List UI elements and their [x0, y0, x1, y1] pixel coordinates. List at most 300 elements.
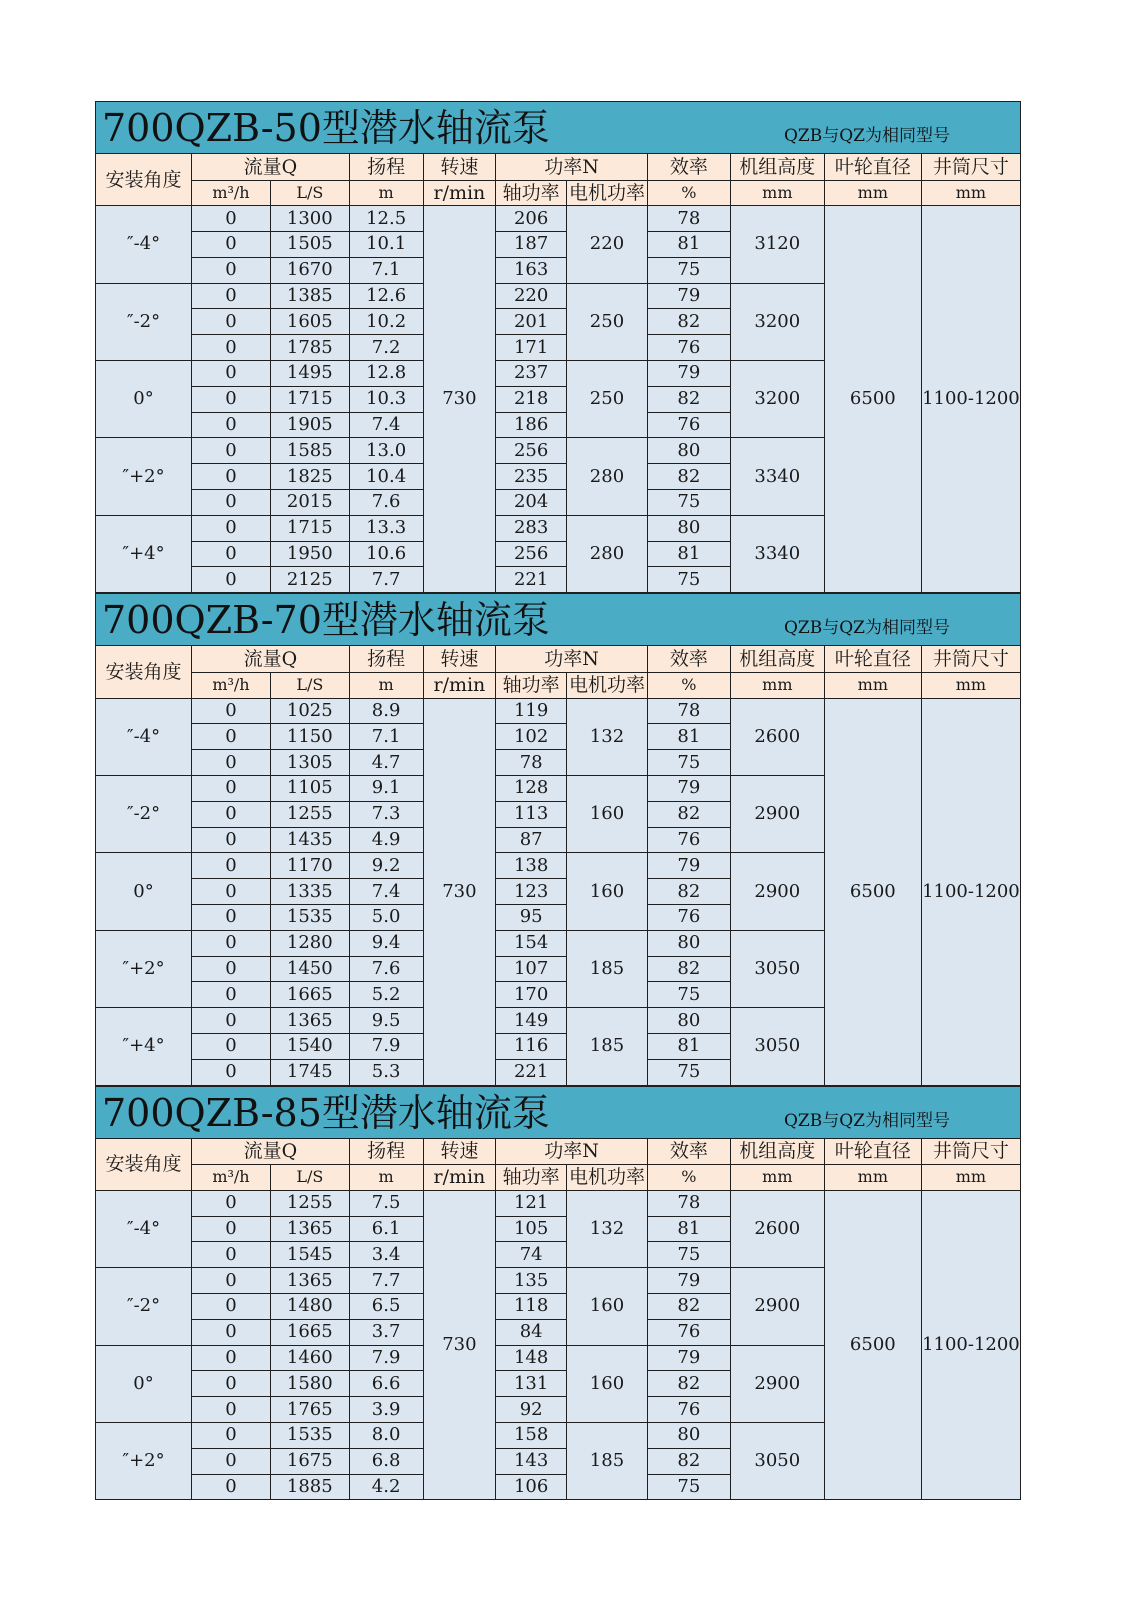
- cell-flow-m3h: 0: [192, 1268, 271, 1294]
- unit-height: 2600: [730, 1190, 824, 1267]
- cell-efficiency: 81: [647, 1216, 730, 1242]
- cell-head: 6.5: [349, 1293, 423, 1319]
- unit-height: 2600: [730, 698, 824, 775]
- cell-efficiency: 82: [647, 1293, 730, 1319]
- motor-power: 132: [567, 698, 648, 775]
- install-angle: ″+4°: [96, 515, 192, 592]
- cell-flow-ls: 1585: [270, 438, 349, 464]
- model-note: QZB与QZ为相同型号: [784, 126, 950, 146]
- cell-shaft-power: 187: [496, 232, 567, 258]
- impeller-diameter: 6500: [824, 1190, 921, 1500]
- cell-shaft-power: 143: [496, 1448, 567, 1474]
- header-power: 功率N: [496, 1138, 648, 1165]
- cell-flow-ls: 1305: [270, 750, 349, 776]
- cell-head: 5.0: [349, 904, 423, 930]
- cell-flow-m3h: 0: [192, 982, 271, 1008]
- cell-head: 3.7: [349, 1319, 423, 1345]
- unit-speed: r/min: [423, 672, 496, 698]
- cell-head: 7.2: [349, 335, 423, 361]
- cell-flow-m3h: 0: [192, 257, 271, 283]
- unit-flow-m3h: m³/h: [192, 1165, 271, 1191]
- header-head: 扬程: [349, 154, 423, 181]
- cell-flow-ls: 2015: [270, 490, 349, 516]
- motor-power: 250: [567, 283, 648, 360]
- unit-height-mm: mm: [730, 672, 824, 698]
- cell-head: 6.6: [349, 1371, 423, 1397]
- header-angle: 安装角度: [96, 646, 192, 698]
- cell-flow-ls: 1365: [270, 1216, 349, 1242]
- cell-flow-ls: 1255: [270, 801, 349, 827]
- cell-shaft-power: 118: [496, 1293, 567, 1319]
- cell-flow-m3h: 0: [192, 750, 271, 776]
- unit-height-mm: mm: [730, 1165, 824, 1191]
- install-angle: ″+2°: [96, 1422, 192, 1499]
- cell-head: 7.6: [349, 956, 423, 982]
- cell-efficiency: 80: [647, 930, 730, 956]
- install-angle: 0°: [96, 361, 192, 438]
- cell-flow-ls: 1950: [270, 541, 349, 567]
- unit-height: 2900: [730, 775, 824, 852]
- cell-efficiency: 75: [647, 1242, 730, 1268]
- cell-shaft-power: 135: [496, 1268, 567, 1294]
- model-title-bar: [95, 101, 1021, 153]
- install-angle: ″-4°: [96, 1190, 192, 1267]
- unit-well-mm: mm: [921, 180, 1020, 206]
- unit-efficiency: %: [647, 180, 730, 206]
- install-angle: ″-2°: [96, 775, 192, 852]
- motor-power: 280: [567, 515, 648, 592]
- unit-height: 2900: [730, 1268, 824, 1345]
- header-speed: 转速: [423, 646, 496, 673]
- table-row: [96, 698, 1021, 724]
- cell-head: 7.5: [349, 1190, 423, 1216]
- cell-shaft-power: 154: [496, 930, 567, 956]
- install-angle: ″-4°: [96, 698, 192, 775]
- install-angle: 0°: [96, 1345, 192, 1422]
- unit-efficiency: %: [647, 1165, 730, 1191]
- cell-efficiency: 80: [647, 438, 730, 464]
- cell-shaft-power: 171: [496, 335, 567, 361]
- header-flow: 流量Q: [192, 646, 350, 673]
- pump-model-block: [95, 101, 1021, 593]
- cell-head: 7.4: [349, 412, 423, 438]
- cell-efficiency: 79: [647, 1268, 730, 1294]
- performance-table: [95, 153, 1021, 593]
- cell-flow-ls: 1460: [270, 1345, 349, 1371]
- header-unit-height: 机组高度: [730, 154, 824, 181]
- cell-efficiency: 80: [647, 515, 730, 541]
- speed-value: [423, 698, 496, 1085]
- speed-value: [423, 206, 496, 593]
- cell-shaft-power: 107: [496, 956, 567, 982]
- cell-flow-m3h: 0: [192, 1474, 271, 1500]
- cell-head: 3.9: [349, 1397, 423, 1423]
- speed-value: [423, 1190, 496, 1500]
- header-impeller-dia: 叶轮直径: [824, 1138, 921, 1165]
- cell-head: 4.9: [349, 827, 423, 853]
- pump-model-block: [95, 1086, 1021, 1501]
- cell-head: 10.4: [349, 464, 423, 490]
- header-head: 扬程: [349, 646, 423, 673]
- unit-speed: r/min: [423, 180, 496, 206]
- cell-shaft-power: 119: [496, 698, 567, 724]
- header-angle: 安装角度: [96, 1138, 192, 1190]
- cell-flow-ls: 1545: [270, 1242, 349, 1268]
- unit-flow-ls: L/S: [270, 672, 349, 698]
- cell-efficiency: 79: [647, 283, 730, 309]
- unit-speed: r/min: [423, 1165, 496, 1191]
- cell-flow-ls: 1785: [270, 335, 349, 361]
- cell-flow-m3h: 0: [192, 232, 271, 258]
- cell-head: 12.5: [349, 206, 423, 232]
- cell-shaft-power: 283: [496, 515, 567, 541]
- cell-flow-ls: 1665: [270, 1319, 349, 1345]
- header-speed: 转速: [423, 154, 496, 181]
- cell-flow-m3h: 0: [192, 827, 271, 853]
- header-row-main: [96, 1138, 1021, 1165]
- cell-flow-ls: 1675: [270, 1448, 349, 1474]
- cell-flow-m3h: 0: [192, 698, 271, 724]
- cell-head: 9.5: [349, 1008, 423, 1034]
- cell-head: 9.4: [349, 930, 423, 956]
- cell-shaft-power: 204: [496, 490, 567, 516]
- header-row-main: [96, 154, 1021, 181]
- header-power: 功率N: [496, 154, 648, 181]
- header-row-main: [96, 646, 1021, 673]
- cell-flow-ls: 1665: [270, 982, 349, 1008]
- impeller-diameter: 6500: [824, 206, 921, 593]
- cell-shaft-power: 78: [496, 750, 567, 776]
- cell-efficiency: 80: [647, 1008, 730, 1034]
- cell-head: 4.2: [349, 1474, 423, 1500]
- cell-flow-ls: 1535: [270, 904, 349, 930]
- cell-shaft-power: 123: [496, 879, 567, 905]
- motor-power: 220: [567, 206, 648, 283]
- cell-flow-m3h: 0: [192, 541, 271, 567]
- cell-head: 7.9: [349, 1345, 423, 1371]
- cell-efficiency: 81: [647, 1033, 730, 1059]
- unit-height: 3340: [730, 515, 824, 592]
- cell-flow-ls: 1670: [270, 257, 349, 283]
- header-shaft-power: 轴功率: [496, 1165, 567, 1191]
- cell-shaft-power: 128: [496, 775, 567, 801]
- cell-flow-m3h: 0: [192, 206, 271, 232]
- cell-flow-m3h: 0: [192, 904, 271, 930]
- cell-efficiency: 81: [647, 724, 730, 750]
- speed-value-text: 730: [442, 1334, 477, 1356]
- cell-shaft-power: 256: [496, 438, 567, 464]
- cell-flow-m3h: 0: [192, 879, 271, 905]
- cell-flow-m3h: 0: [192, 1216, 271, 1242]
- cell-efficiency: 76: [647, 1319, 730, 1345]
- cell-efficiency: 82: [647, 464, 730, 490]
- cell-efficiency: 75: [647, 982, 730, 1008]
- header-flow: 流量Q: [192, 154, 350, 181]
- cell-efficiency: 81: [647, 541, 730, 567]
- cell-efficiency: 75: [647, 257, 730, 283]
- install-angle: ″-2°: [96, 283, 192, 360]
- cell-head: 10.6: [349, 541, 423, 567]
- cell-efficiency: 76: [647, 412, 730, 438]
- cell-flow-m3h: 0: [192, 1242, 271, 1268]
- unit-height: 3120: [730, 206, 824, 283]
- cell-efficiency: 76: [647, 904, 730, 930]
- cell-efficiency: 75: [647, 1059, 730, 1085]
- cell-head: 7.9: [349, 1033, 423, 1059]
- cell-shaft-power: 149: [496, 1008, 567, 1034]
- cell-flow-ls: 1365: [270, 1268, 349, 1294]
- cell-flow-ls: 1765: [270, 1397, 349, 1423]
- cell-efficiency: 82: [647, 1371, 730, 1397]
- cell-flow-m3h: 0: [192, 853, 271, 879]
- performance-table: [95, 645, 1021, 1085]
- model-note: QZB与QZ为相同型号: [784, 618, 950, 639]
- cell-flow-m3h: 0: [192, 361, 271, 387]
- header-impeller-dia: 叶轮直径: [824, 154, 921, 181]
- cell-flow-ls: 1255: [270, 1190, 349, 1216]
- cell-head: 12.6: [349, 283, 423, 309]
- cell-flow-m3h: 0: [192, 567, 271, 593]
- cell-efficiency: 75: [647, 567, 730, 593]
- cell-efficiency: 79: [647, 853, 730, 879]
- cell-efficiency: 82: [647, 309, 730, 335]
- pump-model-block: [95, 593, 1021, 1085]
- motor-power: 132: [567, 1190, 648, 1267]
- cell-shaft-power: 221: [496, 1059, 567, 1085]
- cell-head: 7.7: [349, 1268, 423, 1294]
- cell-head: 10.3: [349, 386, 423, 412]
- cell-shaft-power: 74: [496, 1242, 567, 1268]
- cell-shaft-power: 131: [496, 1371, 567, 1397]
- cell-shaft-power: 221: [496, 567, 567, 593]
- speed-value-text: 730: [442, 388, 477, 410]
- cell-flow-ls: 1580: [270, 1371, 349, 1397]
- motor-power: 160: [567, 775, 648, 852]
- model-note: QZB与QZ为相同型号: [784, 1110, 950, 1131]
- unit-efficiency: %: [647, 672, 730, 698]
- cell-shaft-power: 95: [496, 904, 567, 930]
- cell-flow-m3h: 0: [192, 1190, 271, 1216]
- header-speed: 转速: [423, 1138, 496, 1165]
- cell-flow-m3h: 0: [192, 1422, 271, 1448]
- unit-impeller-mm: mm: [824, 672, 921, 698]
- performance-table: [95, 1138, 1021, 1501]
- header-well-size: 井筒尺寸: [921, 154, 1020, 181]
- unit-height: 3340: [730, 438, 824, 515]
- model-title: 700QZB-50型潜水轴流泵: [102, 106, 550, 150]
- install-angle: ″+4°: [96, 1008, 192, 1085]
- cell-flow-ls: 1450: [270, 956, 349, 982]
- cell-shaft-power: 256: [496, 541, 567, 567]
- unit-height: 2900: [730, 1345, 824, 1422]
- header-row-units: [96, 672, 1021, 698]
- cell-head: 7.1: [349, 257, 423, 283]
- cell-shaft-power: 235: [496, 464, 567, 490]
- unit-well-mm: mm: [921, 672, 1020, 698]
- cell-flow-ls: 2125: [270, 567, 349, 593]
- cell-flow-m3h: 0: [192, 1059, 271, 1085]
- unit-height: 3050: [730, 1422, 824, 1499]
- cell-head: 12.8: [349, 361, 423, 387]
- cell-flow-m3h: 0: [192, 309, 271, 335]
- cell-flow-m3h: 0: [192, 490, 271, 516]
- header-unit-height: 机组高度: [730, 646, 824, 673]
- cell-efficiency: 78: [647, 206, 730, 232]
- cell-efficiency: 75: [647, 490, 730, 516]
- cell-head: 10.2: [349, 309, 423, 335]
- unit-head: m: [349, 180, 423, 206]
- install-angle: ″+2°: [96, 930, 192, 1007]
- cell-head: 7.6: [349, 490, 423, 516]
- motor-power: 250: [567, 361, 648, 438]
- motor-power: 280: [567, 438, 648, 515]
- motor-power: 185: [567, 930, 648, 1007]
- cell-flow-m3h: 0: [192, 801, 271, 827]
- cell-efficiency: 79: [647, 775, 730, 801]
- cell-flow-m3h: 0: [192, 438, 271, 464]
- header-shaft-power: 轴功率: [496, 180, 567, 206]
- header-efficiency: 效率: [647, 646, 730, 673]
- cell-flow-m3h: 0: [192, 1371, 271, 1397]
- motor-power: 160: [567, 1345, 648, 1422]
- unit-height: 3200: [730, 361, 824, 438]
- cell-shaft-power: 121: [496, 1190, 567, 1216]
- header-head: 扬程: [349, 1138, 423, 1165]
- cell-flow-m3h: 0: [192, 412, 271, 438]
- cell-flow-m3h: 0: [192, 1033, 271, 1059]
- cell-shaft-power: 186: [496, 412, 567, 438]
- cell-head: 9.1: [349, 775, 423, 801]
- install-angle: ″+2°: [96, 438, 192, 515]
- cell-flow-ls: 1715: [270, 515, 349, 541]
- cell-efficiency: 78: [647, 1190, 730, 1216]
- cell-flow-m3h: 0: [192, 464, 271, 490]
- cell-efficiency: 76: [647, 827, 730, 853]
- cell-efficiency: 82: [647, 386, 730, 412]
- cell-efficiency: 79: [647, 361, 730, 387]
- header-unit-height: 机组高度: [730, 1138, 824, 1165]
- cell-efficiency: 82: [647, 801, 730, 827]
- cell-flow-ls: 1300: [270, 206, 349, 232]
- cell-head: 9.2: [349, 853, 423, 879]
- cell-head: 7.7: [349, 567, 423, 593]
- cell-flow-ls: 1715: [270, 386, 349, 412]
- motor-power: 160: [567, 853, 648, 930]
- motor-power: 160: [567, 1268, 648, 1345]
- cell-head: 7.1: [349, 724, 423, 750]
- unit-height: 2900: [730, 853, 824, 930]
- model-title-bar: [95, 1086, 1021, 1138]
- cell-flow-ls: 1170: [270, 853, 349, 879]
- cell-head: 13.3: [349, 515, 423, 541]
- cell-head: 7.4: [349, 879, 423, 905]
- header-efficiency: 效率: [647, 1138, 730, 1165]
- cell-head: 6.1: [349, 1216, 423, 1242]
- unit-head: m: [349, 672, 423, 698]
- cell-flow-ls: 1280: [270, 930, 349, 956]
- cell-flow-ls: 1885: [270, 1474, 349, 1500]
- cell-flow-m3h: 0: [192, 1345, 271, 1371]
- cell-efficiency: 82: [647, 879, 730, 905]
- header-motor-power: 电机功率: [567, 1165, 648, 1191]
- cell-flow-m3h: 0: [192, 386, 271, 412]
- header-row-units: [96, 1165, 1021, 1191]
- table-row: [96, 1190, 1021, 1216]
- unit-height: 3050: [730, 1008, 824, 1085]
- cell-flow-m3h: 0: [192, 283, 271, 309]
- unit-well-mm: mm: [921, 1165, 1020, 1191]
- cell-shaft-power: 218: [496, 386, 567, 412]
- cell-head: 6.8: [349, 1448, 423, 1474]
- cell-head: 8.0: [349, 1422, 423, 1448]
- cell-flow-ls: 1025: [270, 698, 349, 724]
- cell-efficiency: 75: [647, 1474, 730, 1500]
- cell-shaft-power: 148: [496, 1345, 567, 1371]
- cell-flow-ls: 1435: [270, 827, 349, 853]
- cell-flow-ls: 1495: [270, 361, 349, 387]
- cell-shaft-power: 116: [496, 1033, 567, 1059]
- cell-efficiency: 81: [647, 232, 730, 258]
- pump-spec-sheet: [95, 101, 1021, 1500]
- unit-flow-ls: L/S: [270, 180, 349, 206]
- well-size: 1100-1200: [921, 206, 1020, 593]
- cell-shaft-power: 158: [496, 1422, 567, 1448]
- well-size: 1100-1200: [921, 1190, 1020, 1500]
- unit-impeller-mm: mm: [824, 1165, 921, 1191]
- cell-flow-m3h: 0: [192, 724, 271, 750]
- cell-flow-ls: 1825: [270, 464, 349, 490]
- cell-flow-m3h: 0: [192, 1008, 271, 1034]
- cell-efficiency: 82: [647, 1448, 730, 1474]
- cell-flow-ls: 1535: [270, 1422, 349, 1448]
- cell-efficiency: 75: [647, 750, 730, 776]
- header-impeller-dia: 叶轮直径: [824, 646, 921, 673]
- unit-height: 3200: [730, 283, 824, 360]
- model-title-bar: [95, 593, 1021, 645]
- cell-flow-ls: 1105: [270, 775, 349, 801]
- install-angle: 0°: [96, 853, 192, 930]
- unit-flow-ls: L/S: [270, 1165, 349, 1191]
- cell-flow-ls: 1150: [270, 724, 349, 750]
- header-row-units: [96, 180, 1021, 206]
- cell-flow-ls: 1745: [270, 1059, 349, 1085]
- cell-head: 8.9: [349, 698, 423, 724]
- unit-height-mm: mm: [730, 180, 824, 206]
- impeller-diameter: 6500: [824, 698, 921, 1085]
- cell-head: 5.3: [349, 1059, 423, 1085]
- cell-shaft-power: 163: [496, 257, 567, 283]
- cell-shaft-power: 84: [496, 1319, 567, 1345]
- table-row: [96, 206, 1021, 232]
- cell-flow-m3h: 0: [192, 956, 271, 982]
- unit-flow-m3h: m³/h: [192, 672, 271, 698]
- cell-efficiency: 82: [647, 956, 730, 982]
- cell-flow-m3h: 0: [192, 930, 271, 956]
- cell-shaft-power: 113: [496, 801, 567, 827]
- cell-flow-ls: 1905: [270, 412, 349, 438]
- header-well-size: 井筒尺寸: [921, 1138, 1020, 1165]
- install-angle: ″-2°: [96, 1268, 192, 1345]
- cell-flow-ls: 1335: [270, 879, 349, 905]
- speed-value-text: 730: [442, 880, 477, 902]
- cell-head: 4.7: [349, 750, 423, 776]
- cell-flow-ls: 1385: [270, 283, 349, 309]
- cell-shaft-power: 206: [496, 206, 567, 232]
- cell-shaft-power: 102: [496, 724, 567, 750]
- cell-shaft-power: 237: [496, 361, 567, 387]
- cell-shaft-power: 92: [496, 1397, 567, 1423]
- unit-impeller-mm: mm: [824, 180, 921, 206]
